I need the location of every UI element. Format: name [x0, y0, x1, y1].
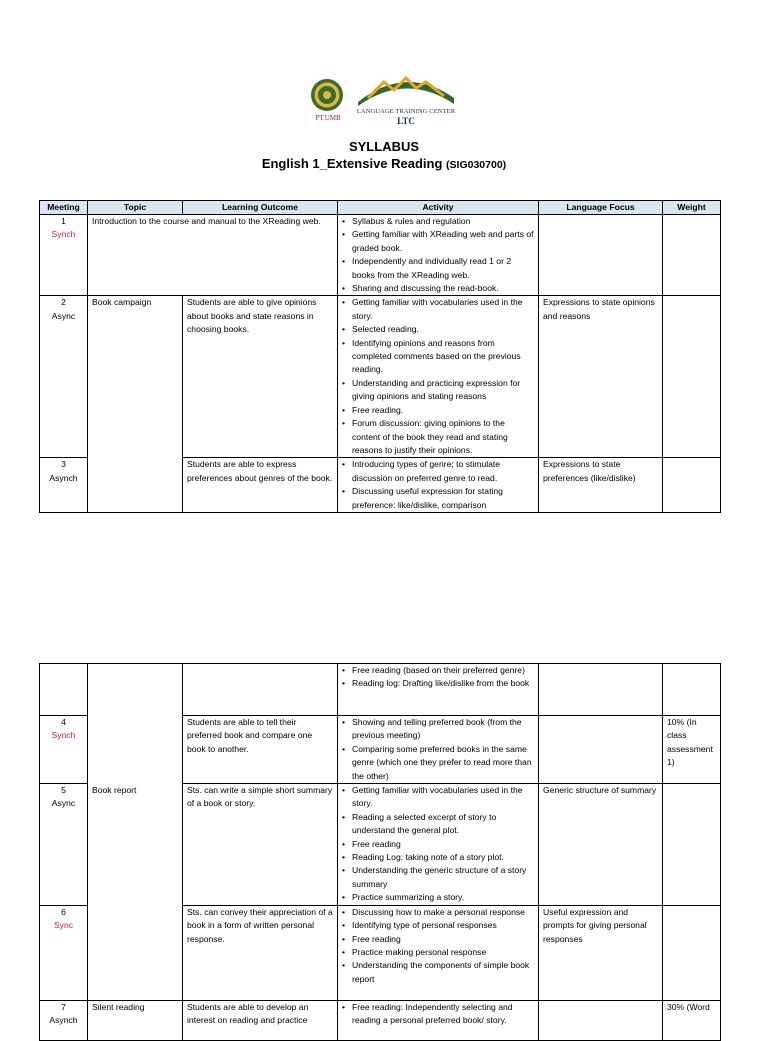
- activity-item: • Showing and telling preferred book (from the previous meeting): [342, 716, 534, 743]
- university-seal-icon: [310, 78, 344, 112]
- activity-item: • Free reading: Independently selecting and reading a personal preferred book/ story.: [342, 1001, 534, 1028]
- table-row: [40, 458, 721, 513]
- meeting-cell: [40, 716, 88, 784]
- topic-cell: Book campaign: [88, 296, 183, 458]
- activity-cell: [338, 784, 539, 906]
- col-header-meeting: Meeting: [40, 201, 88, 215]
- weight-cell: [663, 664, 721, 716]
- ltc-abbreviation: LTC: [397, 116, 415, 126]
- topic-cell: Book report: [88, 784, 183, 906]
- meeting-cell: [40, 1000, 88, 1040]
- meeting-number: 1: [61, 216, 66, 226]
- activity-item: • Reading a selected excerpt of story to understand the general plot.: [342, 811, 534, 838]
- activity-item: • Comparing some preferred books in the same genre (which one they prefer to read more than the other): [342, 743, 534, 783]
- language-focus-cell: Generic structure of summary: [539, 784, 663, 906]
- activity-item: • Discussing how to make a personal response: [342, 906, 534, 919]
- learning-outcome-cell: Students are able to give opinions about books and state reasons in choosing books.: [183, 296, 338, 458]
- table-row: [40, 1000, 721, 1040]
- activity-item: • Understanding the generic structure of a story summary: [342, 864, 534, 891]
- meeting-number: 2: [61, 297, 66, 308]
- weight-cell: [663, 784, 721, 906]
- activity-cell: [338, 664, 539, 716]
- learning-outcome-cell: Sts. can write a simple short summary of a book or story.: [183, 784, 338, 906]
- ltc-name: LANGUAGE TRAINING CENTER: [356, 108, 456, 115]
- weight-cell: 30% (Word: [663, 1000, 721, 1040]
- course-name: English 1_Extensive Reading: [261, 156, 447, 171]
- seal-caption: PT.UMB: [315, 114, 341, 122]
- col-header-weight: Weight: [663, 201, 721, 215]
- learning-outcome-cell: Sts. can convey their appreciation of a book in a form of written personal response.: [183, 905, 338, 1000]
- activity-item: • Sharing and discussing the read-book.: [342, 282, 534, 295]
- activity-item: • Free reading.: [342, 404, 534, 417]
- activity-item: • Practice making personal response: [342, 946, 534, 959]
- activity-item: • Getting familiar with vocabularies used in the story.: [342, 296, 534, 323]
- activity-item: • Free reading (based on their preferred genre): [342, 664, 534, 677]
- table-row: [40, 784, 721, 906]
- table-header-row: [40, 201, 721, 215]
- language-focus-cell: [539, 215, 663, 296]
- topic-cell: [88, 905, 183, 1000]
- weight-cell: [663, 458, 721, 513]
- table-row: [40, 296, 721, 458]
- table-row: [40, 664, 721, 716]
- meeting-mode: Synch: [51, 229, 76, 240]
- activity-cell: [338, 215, 539, 296]
- col-header-learning-outcome: Learning Outcome: [183, 201, 338, 215]
- meeting-number: 6: [61, 906, 66, 917]
- meeting-mode: Async: [51, 310, 76, 321]
- meeting-mode: Async: [51, 798, 76, 809]
- activity-item: • Understanding and practicing expression for giving opinions and stating reasons: [342, 377, 534, 404]
- syllabus-table-page-1: [39, 200, 721, 513]
- meeting-number: 4: [61, 717, 66, 727]
- table-row: [40, 716, 721, 784]
- meeting-mode: Synch: [51, 730, 76, 741]
- meeting-cell: [40, 784, 88, 906]
- activity-item: • Selected reading.: [342, 323, 534, 336]
- activity-cell: [338, 716, 539, 784]
- table-row: [40, 905, 721, 1000]
- meeting-mode: Sync: [53, 920, 74, 931]
- activity-item: • Practice summarizing a story.: [342, 891, 534, 904]
- activity-cell: [338, 458, 539, 513]
- weight-cell: [663, 215, 721, 296]
- weight-cell: 10% (In class assessment 1): [663, 716, 721, 784]
- topic-cell: [88, 664, 183, 716]
- language-focus-cell: Expressions to state opinions and reasons: [539, 296, 663, 458]
- activity-item: • Identifying type of personal responses: [342, 919, 534, 932]
- activity-cell: [338, 905, 539, 1000]
- activity-item: • Forum discussion: giving opinions to the content of the book they read and stating reasons to justify their opinions.: [342, 417, 534, 457]
- syllabus-table-page-2: [39, 663, 721, 1041]
- meeting-cell: [40, 458, 88, 513]
- header-logos: [308, 68, 458, 128]
- activity-item: • Reading log: Drafting like/dislike from the book: [342, 677, 534, 690]
- activity-item: • Getting familiar with XReading web and parts of graded book.: [342, 228, 534, 255]
- activity-item: • Discussing useful expression for stating preference: like/dislike, comparison: [342, 485, 534, 512]
- activity-item: • Understanding the components of simple book report: [342, 959, 534, 986]
- activity-item: • Independently and individually read 1 or 2 books from the XReading web.: [342, 255, 534, 282]
- meeting-number: 5: [61, 785, 66, 796]
- activity-item: • Free reading: [342, 838, 534, 851]
- meeting-cell: [40, 215, 88, 296]
- document-title: SYLLABUS: [348, 139, 420, 154]
- course-code: (SIG030700): [446, 159, 507, 171]
- language-focus-cell: [539, 716, 663, 784]
- learning-outcome-cell: Students are able to tell their preferred book and compare one book to another.: [183, 716, 338, 784]
- meeting-number: 3: [61, 459, 66, 470]
- activity-item: • Introducing types of genre; to stimulate discussion on preferred genre to read.: [342, 458, 534, 485]
- language-focus-cell: [539, 664, 663, 716]
- mountain-logo-icon: [354, 68, 458, 108]
- meeting-mode: Asynch: [49, 472, 78, 483]
- col-header-language-focus: Language Focus: [539, 201, 663, 215]
- meeting-cell: [40, 664, 88, 716]
- activity-item: • Free reading: [342, 933, 534, 946]
- language-focus-cell: Expressions to state preferences (like/dislike): [539, 458, 663, 513]
- weight-cell: [663, 905, 721, 1000]
- topic-cell: [88, 458, 183, 513]
- activity-cell: [338, 296, 539, 458]
- activity-item: • Reading Log: taking note of a story plot.: [342, 851, 534, 864]
- topic-cell: Silent reading: [88, 1000, 183, 1040]
- meeting-number: 7: [61, 1001, 66, 1012]
- meeting-cell: [40, 905, 88, 1000]
- activity-item: • Syllabus & rules and regulation: [342, 215, 534, 228]
- meeting-cell: [40, 296, 88, 458]
- activity-cell: [338, 1000, 539, 1040]
- table-row: [40, 215, 721, 296]
- learning-outcome-cell: [183, 664, 338, 716]
- topic-cell: [88, 716, 183, 784]
- activity-item: • Getting familiar with vocabularies used in the story.: [342, 784, 534, 811]
- language-focus-cell: [539, 1000, 663, 1040]
- weight-cell: [663, 296, 721, 458]
- meeting-mode: Asynch: [49, 1015, 78, 1026]
- col-header-topic: Topic: [88, 201, 183, 215]
- language-focus-cell: Useful expression and prompts for giving personal responses: [539, 905, 663, 1000]
- activity-item: • Identifying opinions and reasons from completed comments based on the previous reading.: [342, 337, 534, 377]
- topic-cell: Introduction to the course and manual to the XReading web.: [88, 215, 338, 296]
- course-title: [0, 156, 768, 171]
- learning-outcome-cell: Students are able to express preferences about genres of the book.: [183, 458, 338, 513]
- learning-outcome-cell: Students are able to develop an interest on reading and practice: [183, 1000, 338, 1040]
- col-header-activity: Activity: [338, 201, 539, 215]
